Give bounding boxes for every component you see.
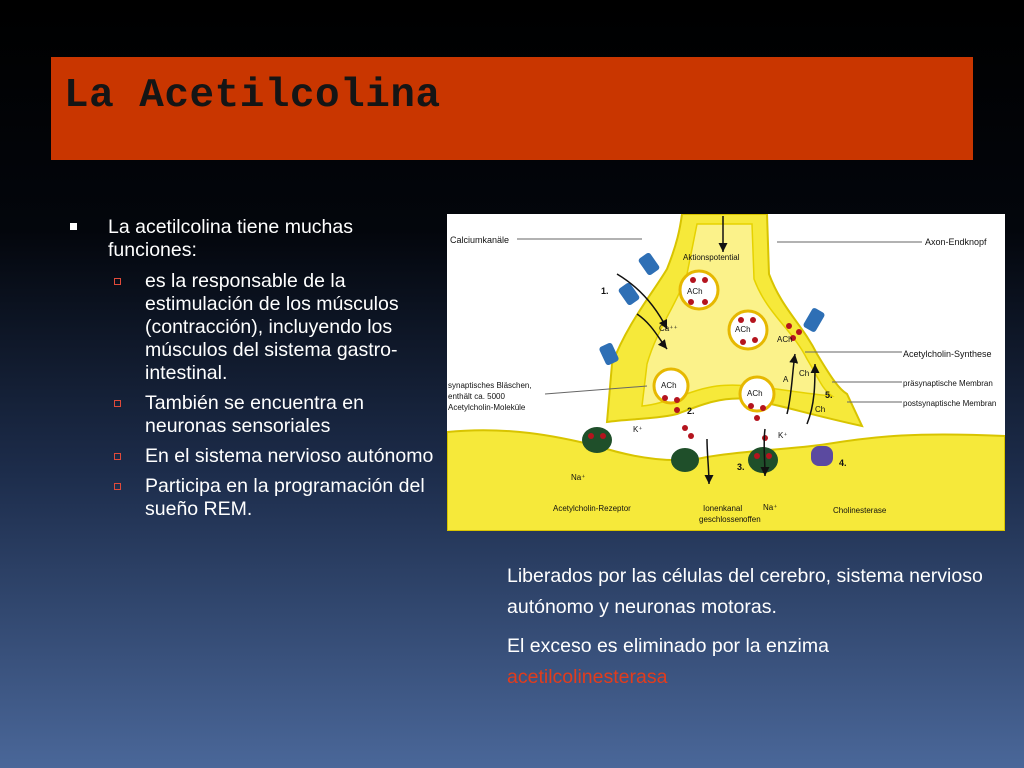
hollow-square-bullet-icon: [114, 483, 121, 490]
label-vesicle-2: enthält ca. 5000: [448, 392, 505, 401]
square-bullet-icon: [70, 223, 77, 230]
vesicle: [680, 271, 718, 309]
sub-bullet-list: [70, 270, 445, 521]
label-axon-terminal: Axon-Endknopf: [925, 237, 987, 247]
label-choline-2: Ch: [815, 405, 826, 414]
label-step-5: 5.: [825, 390, 833, 400]
sub-bullet-text: También se encuentra en neuronas sensoriales: [145, 392, 364, 437]
caption-prefix: El exceso es eliminado por la enzima: [507, 635, 829, 657]
ach-label: ACh: [661, 381, 677, 390]
label-calcium: Ca⁺⁺: [659, 324, 678, 333]
label-closed: geschlossen: [699, 515, 744, 524]
label-step-3: 3.: [737, 462, 745, 472]
label-potassium-2: K⁺: [778, 431, 788, 440]
synapse-diagram: [447, 214, 1005, 531]
label-presynaptic: präsynaptische Membran: [903, 379, 993, 388]
sub-bullet-text: En el sistema nervioso autónomo: [145, 445, 434, 467]
vesicle: [740, 377, 774, 411]
label-ach-free: ACh: [777, 335, 793, 344]
ach-label: ACh: [735, 325, 751, 334]
label-acetate: A: [783, 375, 789, 384]
label-sodium: Na⁺: [571, 473, 586, 482]
main-bullet: [70, 216, 445, 262]
ach-label: ACh: [687, 287, 703, 296]
label-synthesis: Acetylcholin-Synthese: [903, 349, 992, 359]
enzyme-name: acetilcolinesterasa: [507, 666, 668, 688]
hollow-square-bullet-icon: [114, 400, 121, 407]
bullet-list: [70, 216, 445, 528]
sub-bullet: [70, 270, 445, 385]
main-bullet-text: La acetilcolina tiene muchas funciones:: [108, 216, 353, 261]
label-step-2: 2.: [687, 406, 695, 416]
label-choline: Ch: [799, 369, 810, 378]
label-step-4: 4.: [839, 458, 847, 468]
label-cholinesterase: Cholinesterase: [833, 506, 887, 515]
hollow-square-bullet-icon: [114, 278, 121, 285]
label-vesicle-3: Acetylcholin-Moleküle: [448, 403, 526, 412]
label-open: offen: [743, 515, 761, 524]
slide-title: La Acetilcolina: [64, 73, 441, 119]
label-action-potential: Aktionspotential: [683, 253, 740, 262]
caption-paragraph-2: [507, 631, 1007, 693]
label-step-1: 1.: [601, 286, 609, 296]
label-sodium-2: Na⁺: [763, 503, 778, 512]
cholinesterase-icon: [811, 446, 833, 466]
caption-paragraph-1: Liberados por las células del cerebro, sistema nervioso autónomo y neuronas motoras.: [507, 565, 983, 618]
sub-bullet-text: es la responsable de la estimulación de los músculos (contracción), incluyendo los músculos del sistema gastro-intestinal.: [145, 270, 399, 384]
label-calcium-channels: Calciumkanäle: [450, 235, 510, 245]
label-vesicle-1: synaptisches Bläschen,: [448, 381, 532, 390]
label-receptor: Acetylcholin-Rezeptor: [553, 504, 631, 513]
label-potassium: K⁺: [633, 425, 643, 434]
vesicle: [729, 311, 767, 349]
label-ion-channel: Ionenkanal: [703, 504, 743, 513]
sub-bullet: [70, 392, 445, 438]
caption: [507, 561, 1007, 701]
title-bar: [51, 57, 973, 160]
sub-bullet: [70, 475, 445, 521]
sub-bullet-text: Participa en la programación del sueño REM.: [145, 475, 425, 520]
label-postsynaptic: postsynaptische Membran: [903, 399, 997, 408]
vesicle: [654, 369, 688, 403]
ach-label: ACh: [747, 389, 763, 398]
sub-bullet: [70, 445, 445, 468]
synapse-diagram-svg: [447, 214, 1005, 531]
hollow-square-bullet-icon: [114, 453, 121, 460]
